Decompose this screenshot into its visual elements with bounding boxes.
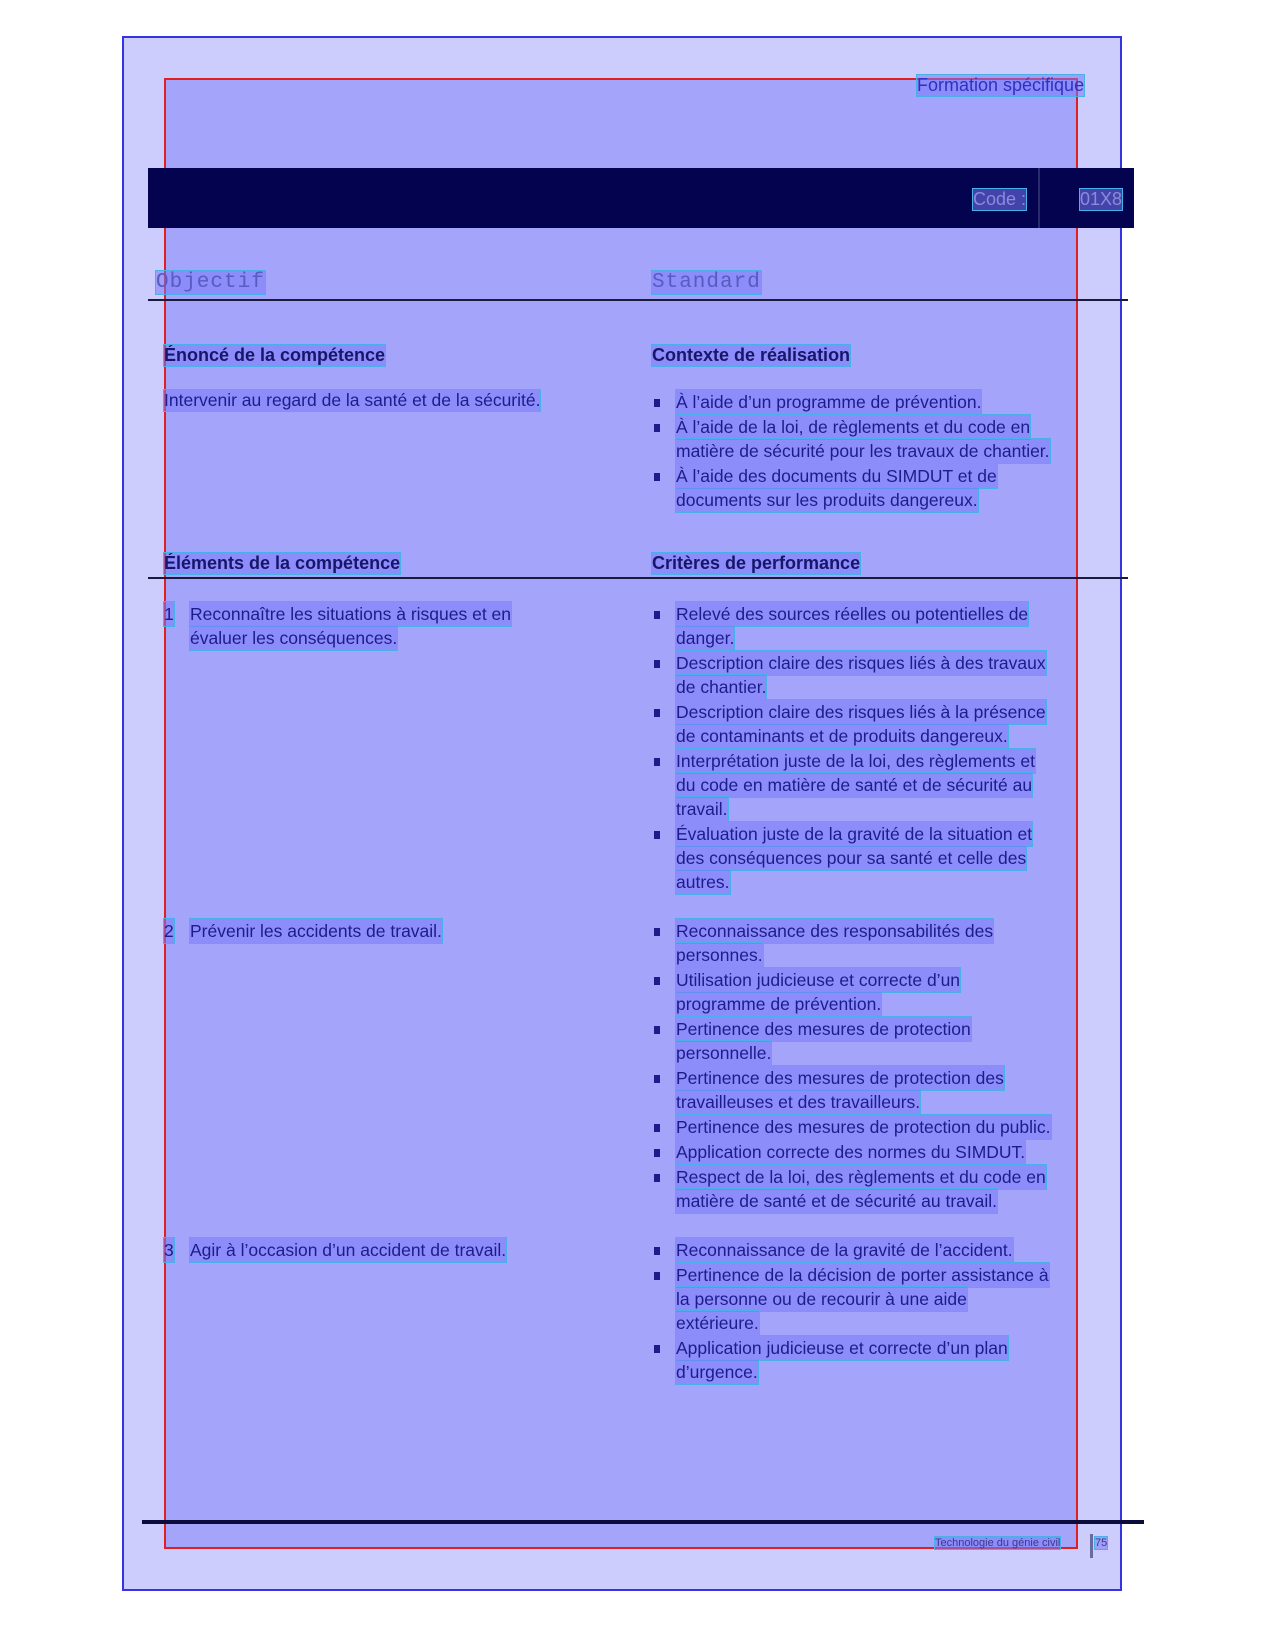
criteres-heading: Critères de performance	[652, 553, 861, 573]
bullet-icon	[654, 928, 660, 936]
section-rule	[148, 577, 1128, 579]
criterion-line: matière de sécurité pour les travaux de chantier.	[676, 441, 1050, 461]
criterion-line: du code en matière de santé et de sécurité au	[676, 775, 1033, 795]
bullet-icon	[654, 977, 660, 985]
criterion-line: Reconnaissance de la gravité de l’accident.	[676, 1240, 1013, 1260]
footer-rule	[142, 1520, 1144, 1524]
competence-statement: Intervenir au regard de la santé et de la sécurité.	[164, 390, 541, 410]
criterion-line: Relevé des sources réelles ou potentielles de	[676, 604, 1029, 624]
objectif-title: Objectif	[156, 271, 265, 294]
code-label: Code :	[973, 189, 1027, 209]
bullet-icon	[654, 1345, 660, 1353]
criterion-line: personnes.	[676, 945, 763, 965]
contexte-heading: Contexte de réalisation	[652, 345, 851, 365]
criterion-line: personnelle.	[676, 1043, 772, 1063]
bullet-icon	[654, 1174, 660, 1182]
element-number: 2	[164, 921, 174, 941]
criterion-line: travail.	[676, 799, 728, 819]
elements-heading: Éléments de la compétence	[164, 553, 401, 573]
criterion-line: des conséquences pour sa santé et celle des	[676, 848, 1027, 868]
bullet-icon	[654, 660, 660, 668]
bullet-icon	[654, 709, 660, 717]
page-number: 75	[1095, 1537, 1108, 1549]
element-number: 1	[164, 604, 174, 624]
criterion-line: Application judicieuse et correcte d’un plan	[676, 1338, 1008, 1358]
criterion-line: Pertinence de la décision de porter assistance à	[676, 1265, 1049, 1285]
criterion-line: extérieure.	[676, 1313, 759, 1333]
criterion-line: programme de prévention.	[676, 994, 882, 1014]
bullet-icon	[654, 1272, 660, 1280]
criterion-line: Évaluation juste de la gravité de la situation et	[676, 824, 1033, 844]
criterion-line: danger.	[676, 628, 735, 648]
bullet-icon	[654, 758, 660, 766]
criterion-line: Utilisation judicieuse et correcte d’un	[676, 970, 961, 990]
bullet-icon	[654, 831, 660, 839]
bullet-icon	[654, 1075, 660, 1083]
footer-tick	[1090, 1534, 1093, 1558]
standard-title: Standard	[652, 271, 761, 294]
criterion-line: À l’aide des documents du SIMDUT et de	[676, 466, 997, 486]
footer-program: Technologie du génie civil	[935, 1537, 1061, 1549]
header-tagline: Formation spécifique	[917, 75, 1085, 95]
bullet-icon	[654, 1149, 660, 1157]
bullet-icon	[654, 1124, 660, 1132]
element-text-line: Agir à l’occasion d’un accident de travail.	[190, 1240, 507, 1260]
bullet-icon	[654, 1026, 660, 1034]
criterion-line: travailleuses et des travailleurs.	[676, 1092, 921, 1112]
criterion-line: de contaminants et de produits dangereux.	[676, 726, 1008, 746]
criterion-line: matière de santé et de sécurité au travail.	[676, 1191, 998, 1211]
element-text-line: Prévenir les accidents de travail.	[190, 921, 442, 941]
element-number: 3	[164, 1240, 174, 1260]
bullet-icon	[654, 424, 660, 432]
criterion-line: Respect de la loi, des règlements et du code en	[676, 1167, 1046, 1187]
criterion-line: de chantier.	[676, 677, 767, 697]
element-text-line: évaluer les conséquences.	[190, 628, 398, 648]
bullet-icon	[654, 399, 660, 407]
criterion-line: Description claire des risques liés à la présence	[676, 702, 1046, 722]
criterion-line: Interprétation juste de la loi, des règlements et	[676, 751, 1035, 771]
bullet-icon	[654, 1247, 660, 1255]
criterion-line: À l’aide de la loi, de règlements et du code en	[676, 417, 1031, 437]
bullet-icon	[654, 611, 660, 619]
enonce-heading: Énoncé de la compétence	[164, 345, 386, 365]
criterion-line: À l’aide d’un programme de prévention.	[676, 392, 982, 412]
criterion-line: autres.	[676, 872, 730, 892]
criterion-line: Application correcte des normes du SIMDUT.	[676, 1142, 1026, 1162]
criterion-line: Pertinence des mesures de protection des	[676, 1068, 1004, 1088]
criterion-line: documents sur les produits dangereux.	[676, 490, 978, 510]
title-rule	[148, 299, 1128, 301]
criterion-line: Description claire des risques liés à des travaux	[676, 653, 1046, 673]
criterion-line: Pertinence des mesures de protection	[676, 1019, 971, 1039]
code-value: 01X8	[1080, 189, 1123, 209]
bullet-icon	[654, 473, 660, 481]
criterion-line: Pertinence des mesures de protection du public.	[676, 1117, 1051, 1137]
criterion-line: la personne ou de recourir à une aide	[676, 1289, 967, 1309]
banner-separator	[1038, 168, 1040, 228]
criterion-line: Reconnaissance des responsabilités des	[676, 921, 994, 941]
criterion-line: d’urgence.	[676, 1362, 758, 1382]
element-text-line: Reconnaître les situations à risques et en	[190, 604, 512, 624]
